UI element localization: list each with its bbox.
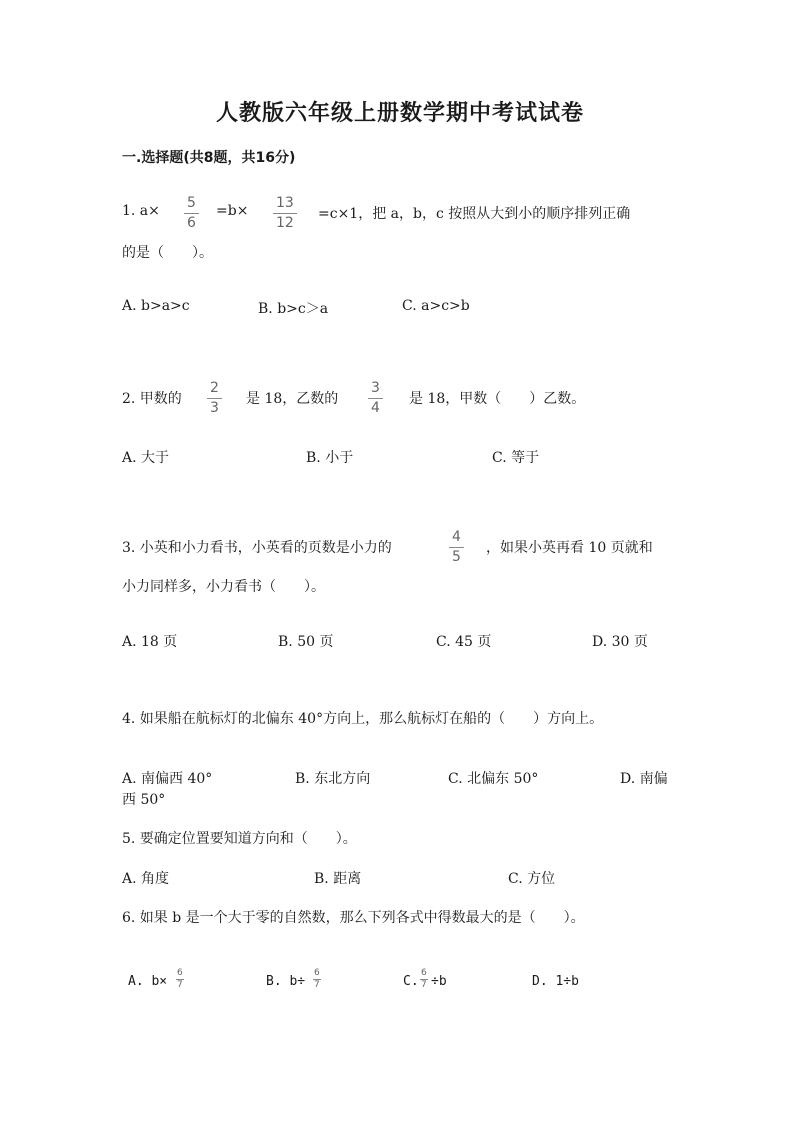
q2-suffix: 是 18，甲数（ ）乙数。: [409, 391, 586, 407]
q4-option-d[interactable]: D. 南偏: [620, 771, 668, 787]
q1-fraction-1: 5 6: [184, 196, 199, 230]
q2-prefix: 2. 甲数的: [122, 391, 182, 407]
q4-option-d-continued: 西 50°: [122, 792, 166, 808]
q1-fraction-2: 13 12: [273, 196, 297, 230]
q3-option-a[interactable]: A. 18 页: [122, 634, 178, 650]
q1-option-a[interactable]: A. b>a>c: [122, 298, 190, 314]
q1-mid: =b×: [216, 203, 249, 219]
q3-prefix: 3. 小英和小力看书，小英看的页数是小力的: [122, 540, 392, 556]
q6-option-c-suffix: ÷b: [431, 974, 447, 989]
q4-option-a[interactable]: A. 南偏西 40°: [122, 771, 213, 787]
page-title: 人教版六年级上册数学期中考试试卷: [215, 101, 584, 126]
q2-option-c[interactable]: C. 等于: [492, 450, 540, 466]
q3-option-b[interactable]: B. 50 页: [278, 634, 334, 650]
q1-option-c[interactable]: C. a>c>b: [402, 298, 470, 314]
q6-option-c-fraction: 6 7: [421, 968, 427, 990]
q6-option-d[interactable]: D. 1÷b: [532, 974, 579, 989]
q5-option-b[interactable]: B. 距离: [314, 871, 362, 887]
q1-prefix: 1. a×: [122, 203, 160, 219]
q6-option-a[interactable]: A. b×: [128, 974, 168, 989]
q2-fraction-1: 2 3: [207, 381, 222, 415]
q2-option-a[interactable]: A. 大于: [122, 450, 170, 466]
q4-option-c[interactable]: C. 北偏东 50°: [448, 771, 539, 787]
q3-fraction-1: 4 5: [449, 530, 464, 564]
q6-option-a-fraction: 6 7: [177, 968, 183, 990]
q6-option-c[interactable]: C.: [403, 974, 419, 989]
q4-option-b[interactable]: B. 东北方向: [295, 771, 371, 787]
q3-option-d[interactable]: D. 30 页: [592, 634, 648, 650]
q3-option-c[interactable]: C. 45 页: [436, 634, 492, 650]
q5-option-a[interactable]: A. 角度: [122, 871, 170, 887]
q2-option-b[interactable]: B. 小于: [306, 450, 354, 466]
q2-fraction-2: 3 4: [368, 381, 383, 415]
q5-option-c[interactable]: C. 方位: [508, 871, 556, 887]
q2-mid: 是 18，乙数的: [246, 391, 339, 407]
q1-suffix: =c×1，把 a，b，c 按照从大到小的顺序排列正确: [318, 206, 631, 222]
q6-option-b[interactable]: B. b÷: [266, 974, 306, 989]
q3-suffix: ，如果小英再看 10 页就和: [486, 540, 653, 556]
q3-line-2: 小力同样多，小力看书（ ）。: [122, 579, 325, 595]
q6-option-b-fraction: 6 7: [314, 968, 320, 990]
q1-option-b[interactable]: B. b>c＞a: [258, 301, 329, 317]
q1-line-2: 的是（ ）。: [122, 245, 213, 261]
q6-text: 6. 如果 b 是一个大于零的自然数，那么下列各式中得数最大的是（ ）。: [122, 910, 585, 926]
q4-text: 4. 如果船在航标灯的北偏东 40°方向上，那么航标灯在船的（ ）方向上。: [122, 711, 604, 727]
section-heading: 一.选择题(共8题，共16分): [122, 150, 296, 166]
q5-text: 5. 要确定位置要知道方向和（ ）。: [122, 831, 357, 847]
